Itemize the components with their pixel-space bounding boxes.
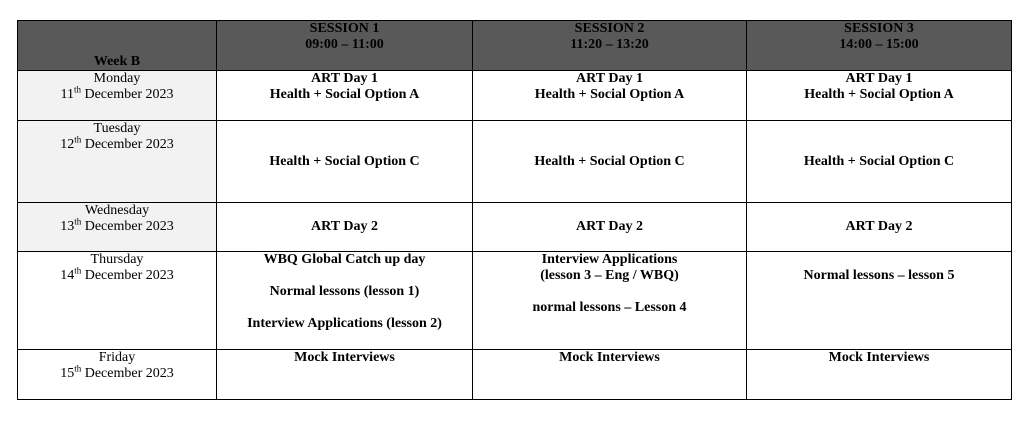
cell-line: Health + Social Option C [803, 153, 955, 169]
session-1-header [217, 21, 473, 71]
day-cell [18, 71, 217, 121]
table-row [18, 71, 1012, 121]
schedule-cell [217, 121, 473, 203]
cell-line: ART Day 1 [576, 71, 643, 86]
schedule-cell [217, 350, 473, 400]
cell-line: Health + Social Option C [534, 153, 685, 169]
schedule-cell [217, 71, 473, 121]
session-label: SESSION 1 [309, 21, 380, 36]
day-name: Thursday [90, 252, 144, 267]
cell-line: Normal lessons (lesson 1) [269, 284, 420, 299]
schedule-cell [217, 252, 473, 350]
day-name: Wednesday [84, 203, 150, 218]
cell-line: Health + Social Option A [534, 87, 685, 102]
day-date: 14th December 2023 [60, 265, 174, 283]
timetable [17, 20, 1012, 400]
day-cell [18, 350, 217, 400]
cell-line: Mock Interviews [828, 350, 930, 365]
cell-line: (lesson 3 – Eng / WBQ) [540, 268, 679, 283]
header-row [18, 21, 1012, 71]
cell-line: Health + Social Option A [804, 87, 954, 102]
schedule-cell [747, 350, 1012, 400]
session-time: 11:20 – 13:20 [570, 37, 649, 52]
day-date: 11th December 2023 [60, 84, 174, 102]
session-3-header [747, 21, 1012, 71]
day-name: Friday [98, 350, 136, 365]
cell-line: normal lessons – Lesson 4 [532, 300, 687, 315]
day-date: 15th December 2023 [60, 363, 174, 381]
week-label: Week B [18, 21, 217, 71]
day-date: 12th December 2023 [60, 134, 174, 152]
cell-line: Health + Social Option C [269, 153, 420, 169]
day-cell [18, 252, 217, 350]
schedule-cell [473, 203, 747, 252]
table-row [18, 252, 1012, 350]
schedule-cell [217, 203, 473, 252]
table-row [18, 121, 1012, 203]
cell-line: ART Day 1 [845, 71, 913, 86]
schedule-cell [747, 203, 1012, 252]
cell-line: ART Day 2 [845, 219, 913, 234]
day-name: Monday [93, 71, 141, 86]
cell-line: ART Day 2 [576, 219, 643, 234]
day-name: Tuesday [93, 121, 141, 136]
cell-line: ART Day 1 [311, 71, 378, 86]
cell-line: Interview Applications [541, 252, 678, 267]
cell-line: Mock Interviews [559, 350, 660, 365]
session-label: SESSION 3 [844, 21, 914, 36]
table-row [18, 203, 1012, 252]
cell-line: Health + Social Option A [269, 87, 420, 102]
cell-line: WBQ Global Catch up day [263, 252, 426, 267]
table-row [18, 350, 1012, 400]
schedule-cell [473, 350, 747, 400]
schedule-cell [473, 121, 747, 203]
schedule-cell [473, 252, 747, 350]
schedule-cell [473, 71, 747, 121]
cell-line: Normal lessons – lesson 5 [803, 268, 955, 283]
day-date: 13th December 2023 [60, 216, 174, 234]
cell-line: Mock Interviews [294, 350, 395, 365]
day-cell [18, 121, 217, 203]
day-cell [18, 203, 217, 252]
session-label: SESSION 2 [574, 21, 645, 36]
schedule-cell [747, 121, 1012, 203]
cell-line: Interview Applications (lesson 2) [247, 316, 442, 331]
session-time: 14:00 – 15:00 [839, 37, 919, 52]
session-2-header [473, 21, 747, 71]
schedule-cell [747, 71, 1012, 121]
cell-line: ART Day 2 [311, 219, 378, 234]
schedule-cell [747, 252, 1012, 350]
session-time: 09:00 – 11:00 [305, 37, 384, 52]
